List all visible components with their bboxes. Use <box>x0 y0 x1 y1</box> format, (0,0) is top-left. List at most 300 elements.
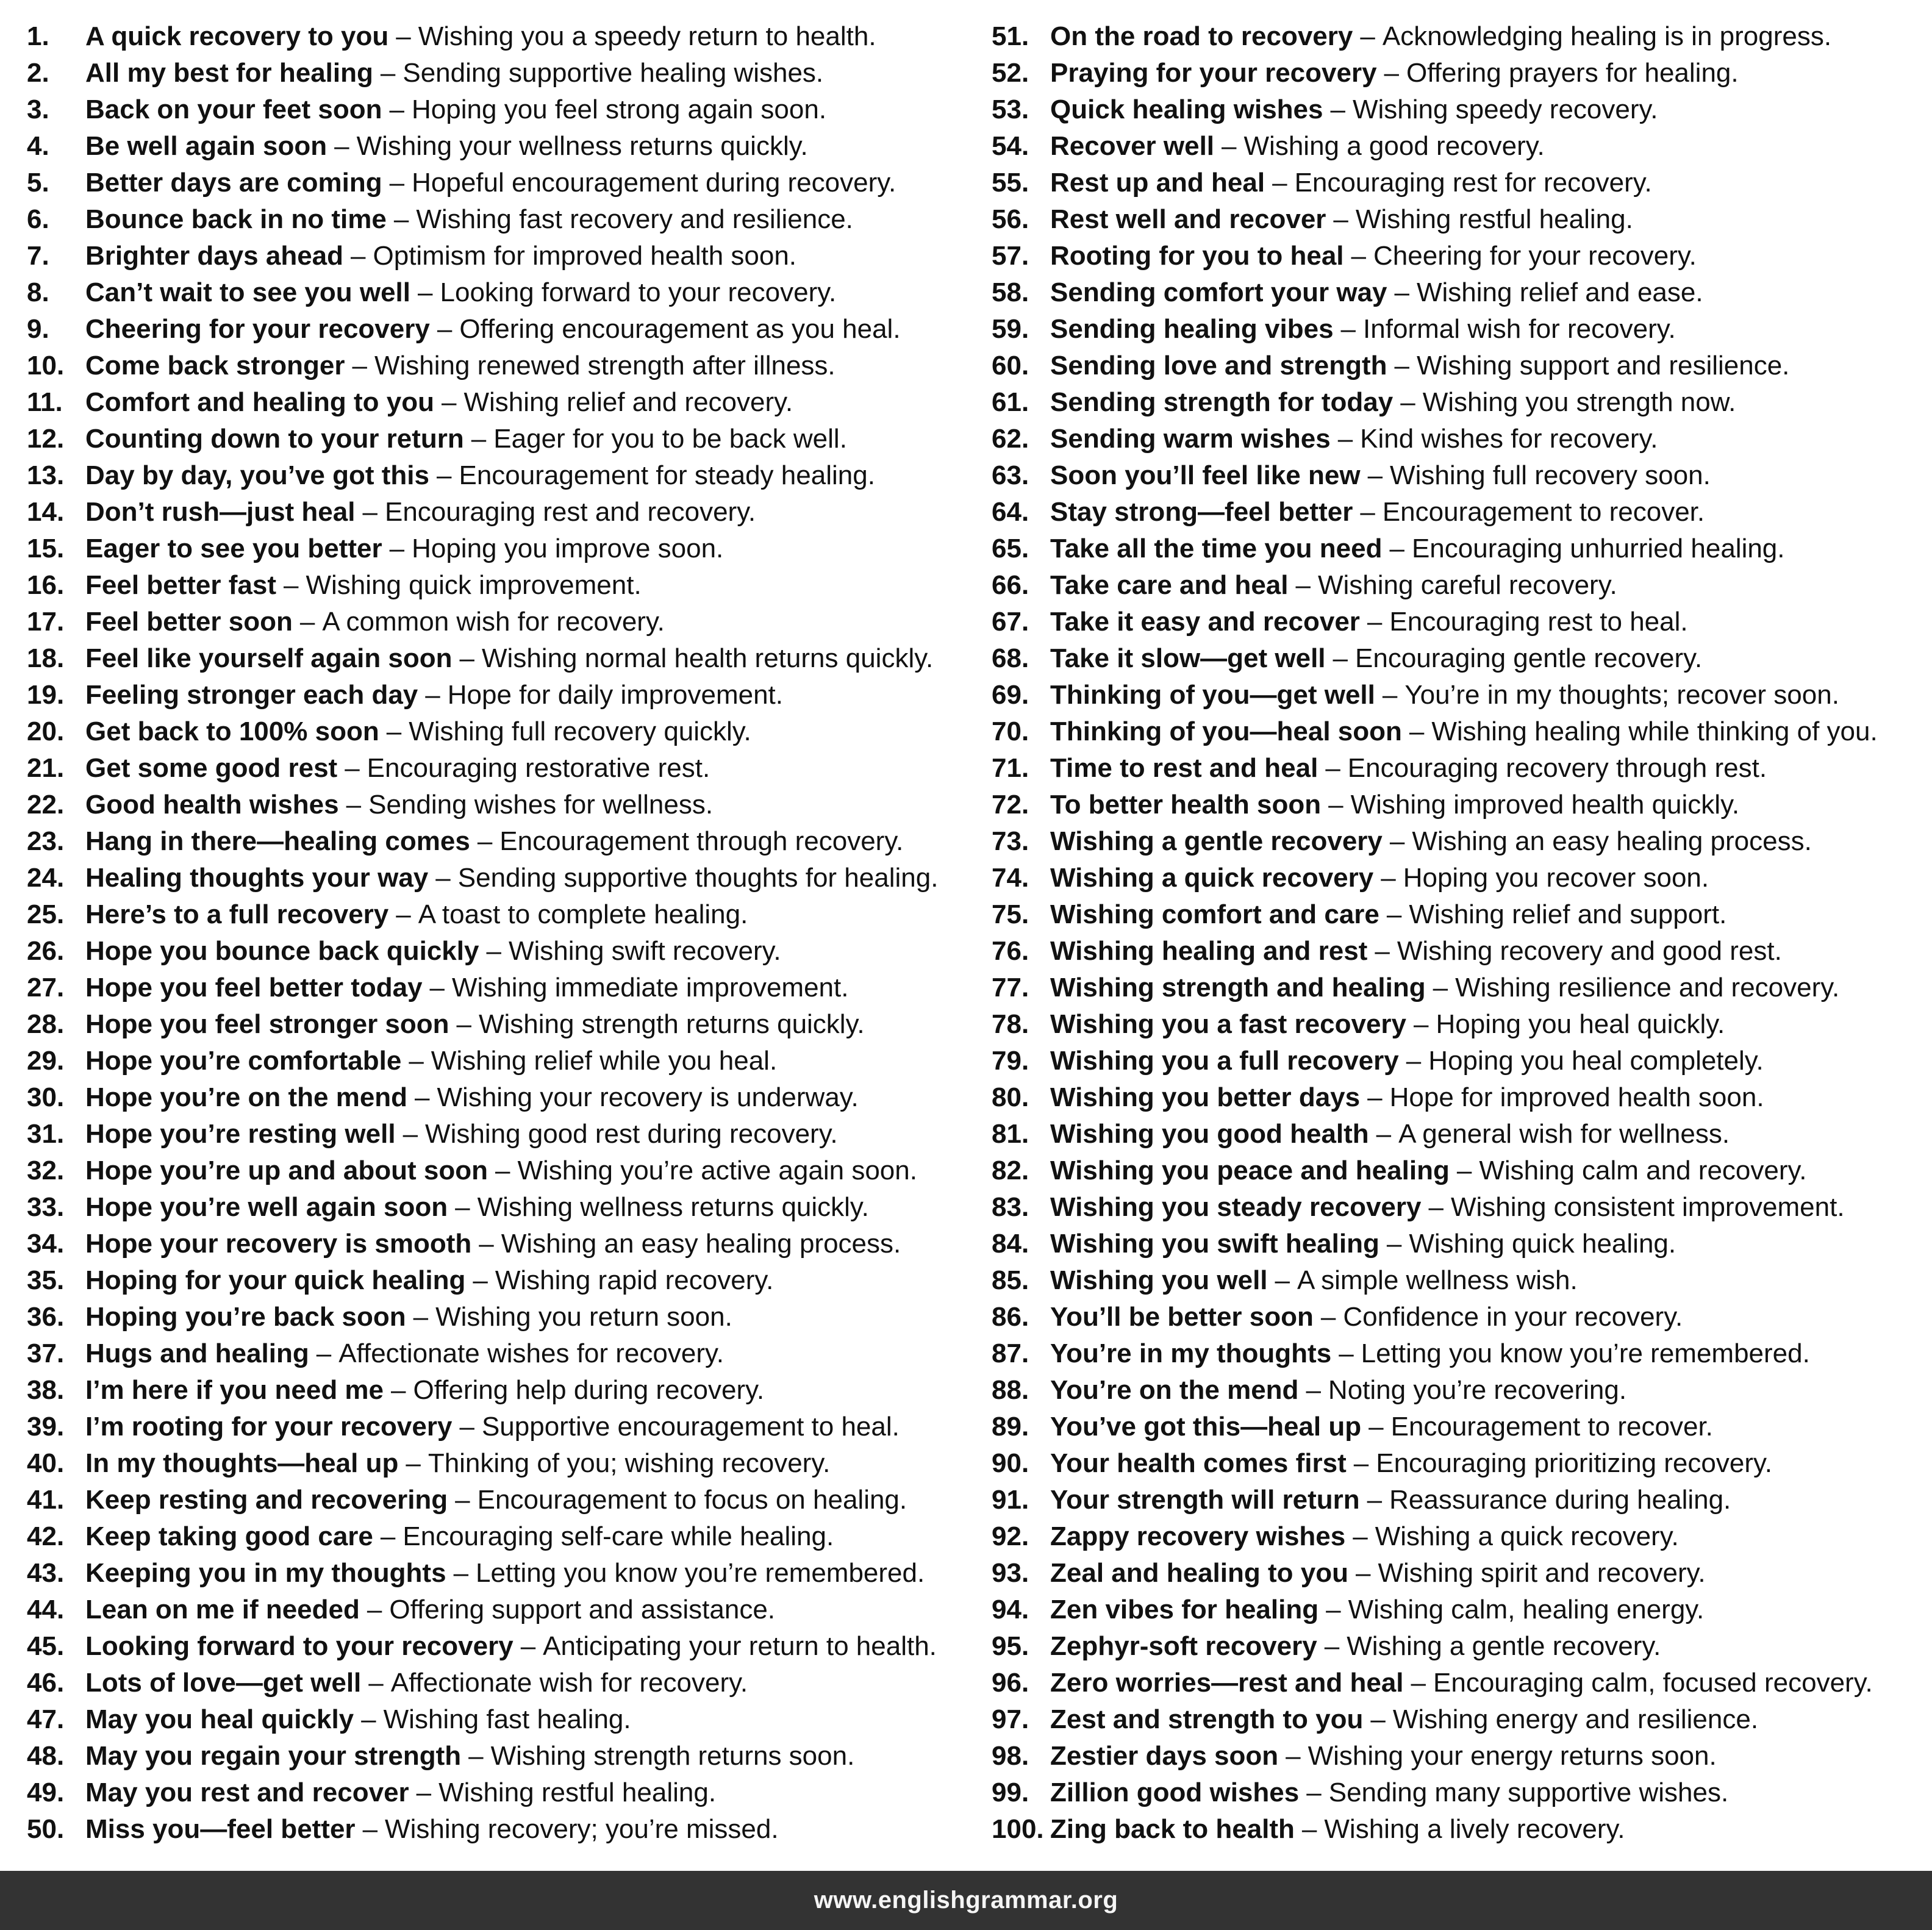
item-phrase: Zing back to health <box>1050 1814 1295 1844</box>
item-separator: – <box>367 1595 382 1624</box>
item-number: 41. <box>27 1485 65 1515</box>
item-number: 94. <box>992 1595 1029 1624</box>
item-separator: – <box>429 973 445 1003</box>
item-number: 39. <box>27 1412 65 1442</box>
item-description: Wishing full recovery soon. <box>1390 460 1711 490</box>
list-item <box>992 128 1925 165</box>
item-description: Supportive encouragement to heal. <box>481 1412 900 1442</box>
item-phrase: Wishing healing and rest <box>1050 936 1368 966</box>
list-item <box>992 1482 1925 1518</box>
list-item <box>27 128 966 165</box>
item-separator: – <box>1394 277 1409 307</box>
item-phrase: Wishing strength and healing <box>1050 973 1426 1003</box>
item-description: Wishing relief and support. <box>1409 899 1727 929</box>
list-item <box>992 1592 1925 1628</box>
item-description: Wishing careful recovery. <box>1317 570 1617 600</box>
item-number: 99. <box>992 1778 1029 1807</box>
list-item <box>27 201 966 238</box>
item-separator: – <box>1428 1192 1444 1222</box>
list-item <box>992 1555 1925 1592</box>
item-phrase: Lots of love—get well <box>85 1668 362 1698</box>
list-item <box>992 1006 1925 1043</box>
item-separator: – <box>389 95 405 124</box>
item-separator: – <box>316 1338 332 1368</box>
list-item <box>992 604 1925 640</box>
item-number: 57. <box>992 241 1029 271</box>
item-phrase: Soon you’ll feel like new <box>1050 460 1361 490</box>
item-description: Wishing good rest during recovery. <box>425 1119 838 1149</box>
item-number: 2. <box>27 58 49 88</box>
item-description: Wishing improved health quickly. <box>1350 790 1740 820</box>
item-phrase: Wishing you good health <box>1050 1119 1369 1149</box>
list-item <box>27 494 966 531</box>
item-phrase: Wishing a quick recovery <box>1050 863 1374 893</box>
item-phrase: Hoping you’re back soon <box>85 1302 406 1332</box>
item-phrase: Get some good rest <box>85 753 338 783</box>
list-item <box>992 933 1925 970</box>
item-number: 6. <box>27 204 49 234</box>
list-item <box>27 238 966 274</box>
item-separator: – <box>380 1521 396 1551</box>
list-item <box>992 1226 1925 1262</box>
footer-bar <box>0 1871 1932 1930</box>
item-separator: – <box>1384 58 1400 88</box>
item-separator: – <box>346 790 362 820</box>
item-phrase: Lean on me if needed <box>85 1595 360 1624</box>
list-item <box>27 274 966 311</box>
item-description: Encouragement for steady healing. <box>459 460 875 490</box>
item-number: 36. <box>27 1302 65 1332</box>
item-number: 78. <box>992 1009 1029 1039</box>
item-phrase: Hope you’re on the mend <box>85 1082 408 1112</box>
item-number: 67. <box>992 607 1029 637</box>
item-phrase: Hope you’re well again soon <box>85 1192 448 1222</box>
item-separator: – <box>345 753 360 783</box>
item-description: Offering help during recovery. <box>413 1375 765 1405</box>
item-separator: – <box>1320 1302 1336 1332</box>
list-item <box>992 18 1925 55</box>
item-phrase: Hope you’re comfortable <box>85 1046 402 1076</box>
item-number: 59. <box>992 314 1029 344</box>
list-item <box>27 823 966 860</box>
list-item <box>27 457 966 494</box>
item-description: Wishing a good recovery. <box>1243 131 1545 161</box>
item-phrase: To better health soon <box>1050 790 1322 820</box>
item-separator: – <box>479 1229 494 1259</box>
item-description: Wishing relief and recovery. <box>463 387 793 417</box>
item-description: Offering support and assistance. <box>389 1595 776 1624</box>
item-number: 72. <box>992 790 1029 820</box>
list-item <box>992 91 1925 128</box>
item-separator: – <box>459 643 475 673</box>
item-separator: – <box>1400 387 1415 417</box>
item-number: 86. <box>992 1302 1029 1332</box>
list-item <box>992 713 1925 750</box>
item-phrase: Wishing a gentle recovery <box>1050 826 1383 856</box>
item-separator: – <box>389 534 405 563</box>
item-number: 42. <box>27 1521 65 1551</box>
list-item <box>992 860 1925 896</box>
item-number: 96. <box>992 1668 1029 1698</box>
item-separator: – <box>437 314 453 344</box>
list-item <box>992 165 1925 201</box>
item-number: 47. <box>27 1704 65 1734</box>
item-separator: – <box>1367 1082 1383 1112</box>
item-phrase: Sending strength for today <box>1050 387 1394 417</box>
item-description: Encouraging rest and recovery. <box>384 497 756 527</box>
item-phrase: Hoping for your quick healing <box>85 1265 466 1295</box>
item-separator: – <box>1368 1412 1384 1442</box>
item-description: Wishing resilience and recovery. <box>1455 973 1840 1003</box>
item-separator: – <box>389 168 405 198</box>
item-phrase: Rest up and heal <box>1050 168 1265 198</box>
item-description: Looking forward to your recovery. <box>440 277 837 307</box>
item-separator: – <box>473 1265 488 1295</box>
list-item <box>992 55 1925 91</box>
item-phrase: Hope you’re up and about soon <box>85 1156 488 1185</box>
item-description: Thinking of you; wishing recovery. <box>428 1448 831 1478</box>
item-number: 98. <box>992 1741 1029 1771</box>
item-number: 68. <box>992 643 1029 673</box>
list-item <box>992 1518 1925 1555</box>
item-phrase: Don’t rush—just heal <box>85 497 356 527</box>
item-separator: – <box>1414 1009 1429 1039</box>
item-phrase: Wishing you steady recovery <box>1050 1192 1422 1222</box>
item-phrase: Good health wishes <box>85 790 339 820</box>
item-number: 73. <box>992 826 1029 856</box>
item-description: Letting you know you’re remembered. <box>476 1558 925 1588</box>
item-description: Wishing you return soon. <box>435 1302 732 1332</box>
item-separator: – <box>1333 204 1348 234</box>
item-number: 24. <box>27 863 65 893</box>
item-separator: – <box>1381 863 1396 893</box>
item-phrase: Take all the time you need <box>1050 534 1383 563</box>
item-description: Offering prayers for healing. <box>1406 58 1739 88</box>
item-phrase: Wishing you a fast recovery <box>1050 1009 1407 1039</box>
item-description: Encouraging unhurried healing. <box>1411 534 1785 563</box>
item-description: Wishing you strength now. <box>1422 387 1736 417</box>
item-number: 40. <box>27 1448 65 1478</box>
list-item <box>992 896 1925 933</box>
item-number: 31. <box>27 1119 65 1149</box>
item-number: 25. <box>27 899 65 929</box>
item-separator: – <box>1326 1595 1341 1624</box>
list-item <box>992 1628 1925 1665</box>
list-item <box>27 531 966 567</box>
item-phrase: Sending comfort your way <box>1050 277 1387 307</box>
list-item <box>27 1518 966 1555</box>
item-number: 13. <box>27 460 65 490</box>
item-description: Wishing relief and ease. <box>1417 277 1703 307</box>
item-separator: – <box>455 1485 470 1515</box>
item-number: 51. <box>992 21 1029 51</box>
list-item <box>992 677 1925 713</box>
item-description: Wishing relief while you heal. <box>431 1046 778 1076</box>
item-phrase: Feel like yourself again soon <box>85 643 453 673</box>
item-number: 61. <box>992 387 1029 417</box>
item-description: Wishing immediate improvement. <box>452 973 849 1003</box>
item-description: Wishing speedy recovery. <box>1352 95 1658 124</box>
item-separator: – <box>1360 21 1375 51</box>
item-phrase: Be well again soon <box>85 131 327 161</box>
item-separator: – <box>1272 168 1287 198</box>
item-separator: – <box>1295 570 1311 600</box>
item-phrase: Zappy recovery wishes <box>1050 1521 1346 1551</box>
item-separator: – <box>1351 241 1366 271</box>
item-separator: – <box>1406 1046 1422 1076</box>
item-separator: – <box>1456 1156 1472 1185</box>
list-item <box>27 1226 966 1262</box>
item-phrase: You’ll be better soon <box>1050 1302 1314 1332</box>
item-number: 63. <box>992 460 1029 490</box>
item-description: Wishing an easy healing process. <box>1412 826 1812 856</box>
item-phrase: Take it slow—get well <box>1050 643 1326 673</box>
list-item <box>992 640 1925 677</box>
item-description: Sending supportive thoughts for healing. <box>457 863 939 893</box>
item-phrase: Day by day, you’ve got this <box>85 460 429 490</box>
item-separator: – <box>435 863 451 893</box>
list-item <box>992 1372 1925 1409</box>
item-phrase: Wishing you swift healing <box>1050 1229 1379 1259</box>
item-description: Hope for improved health soon. <box>1389 1082 1764 1112</box>
list-item <box>992 494 1925 531</box>
item-phrase: Hugs and healing <box>85 1338 309 1368</box>
item-number: 53. <box>992 95 1029 124</box>
item-phrase: Feel better fast <box>85 570 276 600</box>
list-item <box>27 1189 966 1226</box>
item-separator: – <box>425 680 440 710</box>
item-description: A general wish for wellness. <box>1398 1119 1730 1149</box>
item-number: 23. <box>27 826 65 856</box>
item-description: Hope for daily improvement. <box>447 680 784 710</box>
item-number: 87. <box>992 1338 1029 1368</box>
item-description: Wishing calm and recovery. <box>1479 1156 1807 1185</box>
item-separator: – <box>1328 790 1343 820</box>
item-phrase: Sending love and strength <box>1050 351 1387 381</box>
item-number: 55. <box>992 168 1029 198</box>
item-separator: – <box>396 899 411 929</box>
item-description: Hoping you feel strong again soon. <box>412 95 827 124</box>
list-item <box>27 1775 966 1811</box>
item-number: 38. <box>27 1375 65 1405</box>
item-separator: – <box>456 1009 471 1039</box>
item-description: Offering encouragement as you heal. <box>459 314 901 344</box>
item-separator: – <box>1301 1814 1317 1844</box>
item-phrase: Zest and strength to you <box>1050 1704 1364 1734</box>
item-separator: – <box>1367 460 1383 490</box>
item-separator: – <box>352 351 367 381</box>
list-item <box>992 1811 1925 1848</box>
item-phrase: You’re in my thoughts <box>1050 1338 1332 1368</box>
item-description: Hoping you heal completely. <box>1428 1046 1764 1076</box>
item-phrase: Wishing you peace and healing <box>1050 1156 1450 1185</box>
list-item <box>992 348 1925 384</box>
list-item <box>27 860 966 896</box>
item-number: 52. <box>992 58 1029 88</box>
item-description: Letting you know you’re remembered. <box>1361 1338 1810 1368</box>
list-item <box>992 274 1925 311</box>
item-number: 79. <box>992 1046 1029 1076</box>
item-phrase: Thinking of you—heal soon <box>1050 717 1402 746</box>
item-phrase: Miss you—feel better <box>85 1814 356 1844</box>
item-separator: – <box>418 277 433 307</box>
item-number: 65. <box>992 534 1029 563</box>
item-separator: – <box>1367 607 1383 637</box>
list-item <box>27 1628 966 1665</box>
item-phrase: Zillion good wishes <box>1050 1778 1300 1807</box>
list-item <box>27 1701 966 1738</box>
item-phrase: Can’t wait to see you well <box>85 277 411 307</box>
item-description: Encouraging self-care while healing. <box>402 1521 834 1551</box>
item-phrase: Rest well and recover <box>1050 204 1326 234</box>
item-separator: – <box>386 717 402 746</box>
item-separator: – <box>1353 1521 1368 1551</box>
item-description: A common wish for recovery. <box>322 607 665 637</box>
item-separator: – <box>455 1192 470 1222</box>
item-number: 76. <box>992 936 1029 966</box>
item-description: Wishing strength returns soon. <box>490 1741 855 1771</box>
item-number: 11. <box>27 387 63 417</box>
list-item <box>992 1335 1925 1372</box>
item-description: You’re in my thoughts; recover soon. <box>1404 680 1839 710</box>
list-item <box>992 457 1925 494</box>
item-separator: – <box>406 1448 421 1478</box>
list-item <box>992 1299 1925 1335</box>
item-description: Wishing energy and resilience. <box>1392 1704 1759 1734</box>
list-item <box>992 1189 1925 1226</box>
item-number: 71. <box>992 753 1029 783</box>
item-separator: – <box>441 387 457 417</box>
item-phrase: Zero worries—rest and heal <box>1050 1668 1404 1698</box>
item-phrase: Take care and heal <box>1050 570 1289 600</box>
item-phrase: Hang in there—healing comes <box>85 826 470 856</box>
item-number: 5. <box>27 168 49 198</box>
item-separator: – <box>1389 826 1405 856</box>
list-item <box>992 1153 1925 1189</box>
item-phrase: Feeling stronger each day <box>85 680 418 710</box>
list-item <box>27 567 966 604</box>
item-phrase: Time to rest and heal <box>1050 753 1318 783</box>
item-separator: – <box>453 1558 469 1588</box>
list-item <box>27 1445 966 1482</box>
item-separator: – <box>413 1302 429 1332</box>
list-item <box>992 787 1925 823</box>
item-number: 62. <box>992 424 1029 454</box>
item-number: 74. <box>992 863 1029 893</box>
item-description: Encouraging gentle recovery. <box>1355 643 1703 673</box>
item-description: Wishing an easy healing process. <box>501 1229 901 1259</box>
item-number: 49. <box>27 1778 65 1807</box>
item-separator: – <box>520 1631 536 1661</box>
item-separator: – <box>1386 1229 1402 1259</box>
item-description: Wishing restful healing. <box>438 1778 717 1807</box>
item-separator: – <box>1375 936 1390 966</box>
item-separator: – <box>409 1046 424 1076</box>
item-separator: – <box>1367 1485 1383 1515</box>
item-separator: – <box>283 570 299 600</box>
item-number: 91. <box>992 1485 1029 1515</box>
item-number: 90. <box>992 1448 1029 1478</box>
item-separator: – <box>299 607 315 637</box>
list-item <box>992 1665 1925 1701</box>
item-description: Hoping you recover soon. <box>1403 863 1709 893</box>
item-separator: – <box>380 58 396 88</box>
item-phrase: Thinking of you—get well <box>1050 680 1375 710</box>
item-number: 70. <box>992 717 1029 746</box>
item-number: 46. <box>27 1668 65 1698</box>
list-item <box>992 1043 1925 1079</box>
list-column-left <box>27 18 966 1848</box>
item-number: 28. <box>27 1009 65 1039</box>
item-description: Wishing fast recovery and resilience. <box>416 204 853 234</box>
item-description: Wishing your wellness returns quickly. <box>356 131 808 161</box>
item-number: 16. <box>27 570 65 600</box>
item-number: 48. <box>27 1741 65 1771</box>
item-separator: – <box>1324 1631 1340 1661</box>
item-phrase: Comfort and healing to you <box>85 387 434 417</box>
item-description: Wishing rapid recovery. <box>495 1265 774 1295</box>
item-phrase: Keep resting and recovering <box>85 1485 448 1515</box>
item-number: 75. <box>992 899 1029 929</box>
item-separator: – <box>486 936 501 966</box>
item-description: Wishing your energy returns soon. <box>1308 1741 1717 1771</box>
item-description: Encouraging restorative rest. <box>367 753 710 783</box>
item-phrase: Quick healing wishes <box>1050 95 1323 124</box>
item-number: 95. <box>992 1631 1029 1661</box>
list-item <box>992 1738 1925 1775</box>
list-item <box>27 18 966 55</box>
item-number: 18. <box>27 643 65 673</box>
item-number: 88. <box>992 1375 1029 1405</box>
item-number: 97. <box>992 1704 1029 1734</box>
item-number: 100. <box>992 1814 1044 1844</box>
item-number: 85. <box>992 1265 1029 1295</box>
item-description: Hoping you heal quickly. <box>1436 1009 1725 1039</box>
item-separator: – <box>471 424 487 454</box>
item-separator: – <box>396 21 411 51</box>
item-description: Reassurance during healing. <box>1389 1485 1731 1515</box>
list-item <box>27 1482 966 1518</box>
item-number: 17. <box>27 607 65 637</box>
item-phrase: Hope your recovery is smooth <box>85 1229 472 1259</box>
list-item <box>27 970 966 1006</box>
item-description: Encouraging rest to heal. <box>1389 607 1688 637</box>
item-description: Anticipating your return to health. <box>543 1631 937 1661</box>
item-description: Acknowledging healing is in progress. <box>1382 21 1832 51</box>
list-item <box>27 1409 966 1445</box>
item-phrase: Sending warm wishes <box>1050 424 1331 454</box>
item-description: Wishing your recovery is underway. <box>437 1082 859 1112</box>
item-phrase: Get back to 100% soon <box>85 717 379 746</box>
item-number: 43. <box>27 1558 65 1588</box>
item-number: 66. <box>992 570 1029 600</box>
item-number: 29. <box>27 1046 65 1076</box>
item-phrase: May you rest and recover <box>85 1778 409 1807</box>
list-item <box>27 933 966 970</box>
item-description: Encouraging recovery through rest. <box>1347 753 1767 783</box>
item-separator: – <box>1355 1558 1371 1588</box>
item-phrase: Zestier days soon <box>1050 1741 1279 1771</box>
item-description: Wishing healing while thinking of you. <box>1431 717 1878 746</box>
item-phrase: Take it easy and recover <box>1050 607 1360 637</box>
item-phrase: Hope you feel better today <box>85 973 423 1003</box>
item-number: 58. <box>992 277 1029 307</box>
list-item <box>992 750 1925 787</box>
item-phrase: Keep taking good care <box>85 1521 373 1551</box>
list-item <box>27 311 966 348</box>
item-description: A toast to complete healing. <box>418 899 748 929</box>
item-separator: – <box>1286 1741 1301 1771</box>
